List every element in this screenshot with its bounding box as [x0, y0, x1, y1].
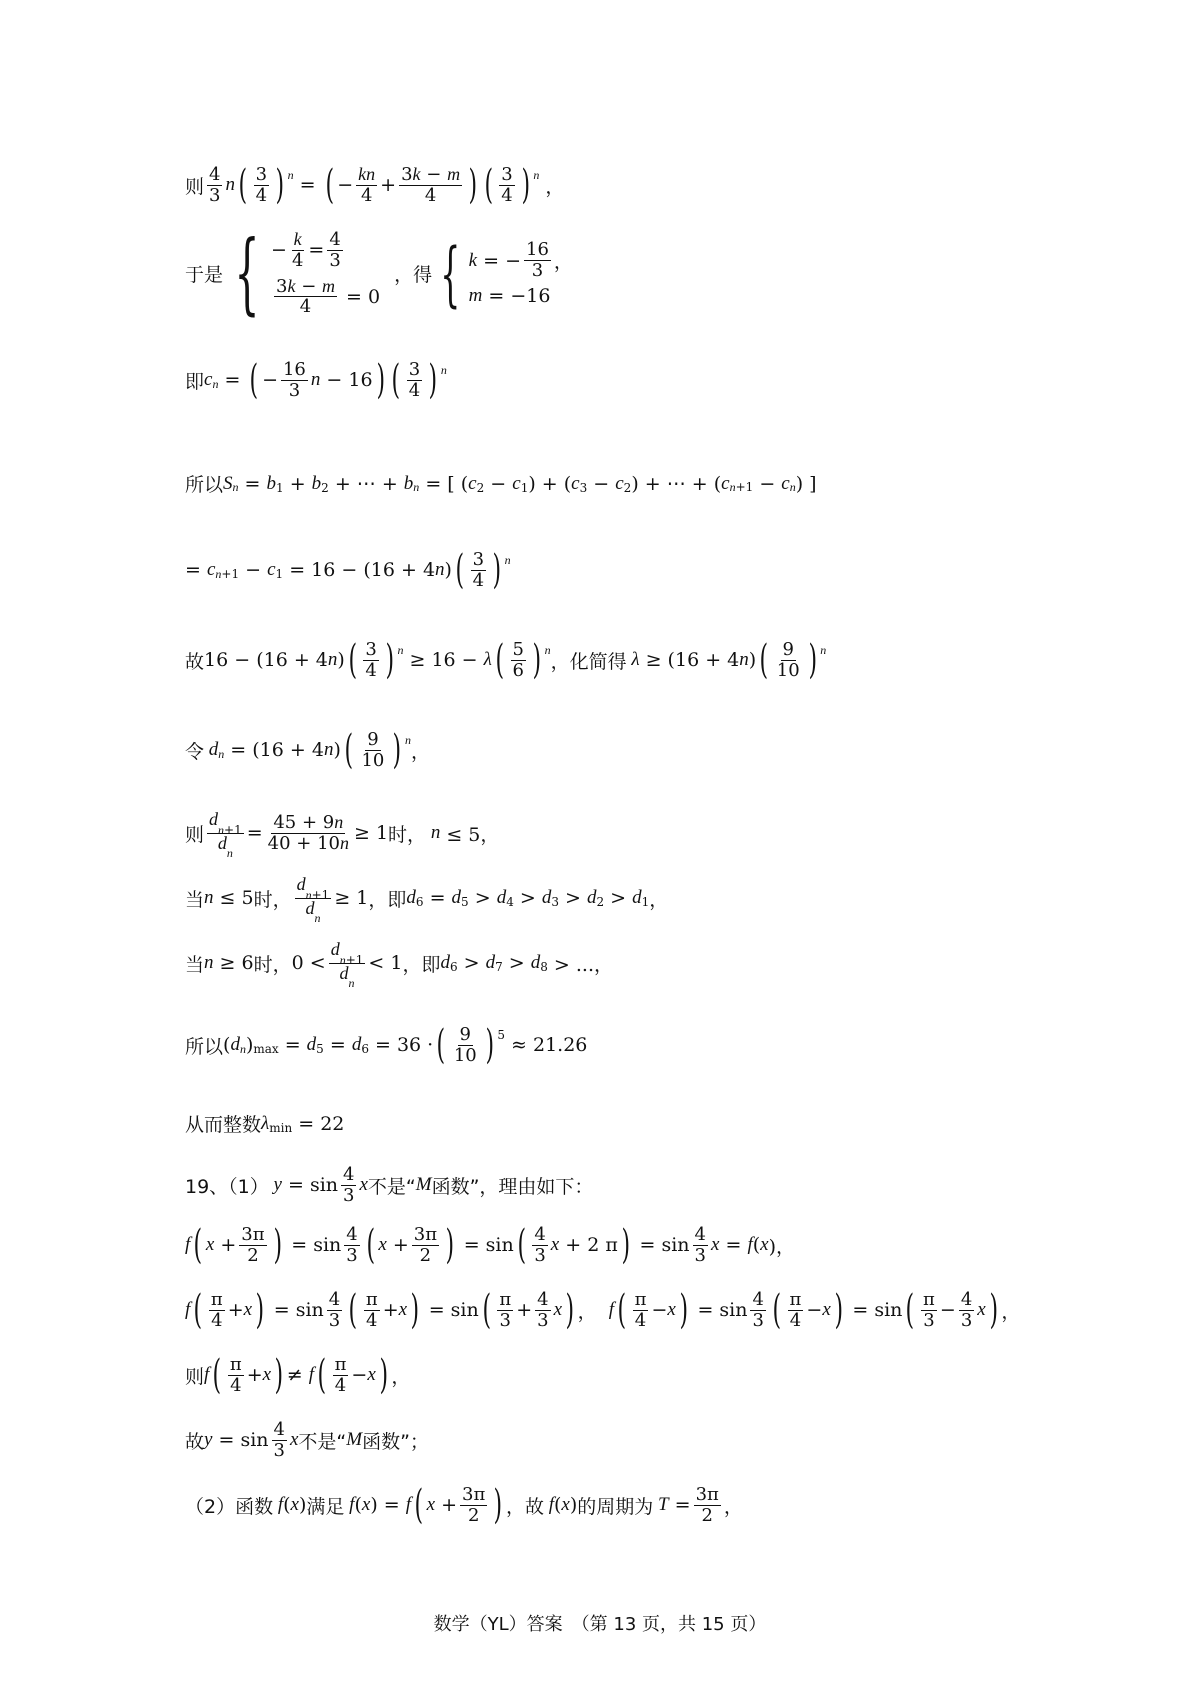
page-footer: 数学（YL）答案 （第 13 页，共 15 页）	[433, 1614, 767, 1635]
text-ze: 则	[185, 175, 205, 198]
formula-line-15: f ( $\frac{\pi}{4}$ + x ) = sin $\frac{4}{3}$ ( $\frac{\pi}{4}$ + x ) = sin ( $\frac{\pi}{3}$ + $\frac{4}{3}$ x ) ， f ( $\frac{\pi}{4}$ − x ) = sin $\frac{4}{3}$ ( $\frac{\pi}{4}$ − x ) = sin ( $\frac{\pi}{3}$ − $\frac{4}{3}$ x ) ，	[185, 1287, 1021, 1334]
formula-line-3: 即 c n = ( − $\frac{16}{3}$ n − 16 ) ( $\frac{3}{4}$ ) n	[185, 357, 447, 404]
formula-line-18: （2）函数 f ( x ) 满足 f ( x ) = f ( x + $\frac{3\pi}{2}$ ) ，故 f ( x ) 的周期为 T = $\frac{3\pi}{2}$ ，	[185, 1482, 743, 1529]
formula-line-6: 故 16 − (16 + 4 n ) ( $\frac{3}{4}$ ) n ≥ 16 − λ ( $\frac{5}{6}$ ) n ，化简得 λ ≥ (16 + 4 n ) ( $\frac{9}{10}$ ) n	[185, 637, 827, 684]
formula-line-13: 19、（1） y = sin $\frac{4}{3}$ x 不是“ M 函数”，理由如下：	[185, 1164, 594, 1206]
formula-line-16: 则 f ( $\frac{\pi}{4}$ + x ) ≠ f ( $\frac{\pi}{4}$ − x ) ，	[185, 1352, 411, 1399]
formula-line-14: f ( x + $\frac{3\pi}{2}$ ) = sin $\frac{4}{3}$ ( x + $\frac{3\pi}{2}$ ) = sin ( $\frac{4}{3}$ x + 2 π ) = sin $\frac{4}{3}$ x = f ( x )，	[185, 1222, 795, 1269]
formula-line-1: 则 $\frac{4}{3}$ n ( $\frac{3}{4}$ ) n = ( − $\frac{kn}{4}$ + $\frac{3k - m}{4}$ ) ( $\frac{3}{4}$ ) n ，	[185, 162, 565, 209]
formula-line-12: 从而整数 λ min = 22	[185, 1112, 345, 1136]
formula-line-5: = c n+1 − c 1 = 16 − (16 + 4 n ) ( $\frac{3}{4}$ ) n	[185, 547, 511, 594]
formula-line-11: 所以 ( d n ) max = d 5 = d 6 = 36 · ( $\frac{9}{10}$ ) 5 ≈ 21.26	[185, 1022, 588, 1069]
formula-line-9: 当 n ≤ 5 时， $\frac{d_{n+1}}{d_n}$ ≥ 1 ，即 d 6 = d 5 > d 4 > d 3 > d 2 > d 1 ，	[185, 874, 669, 926]
formula-line-7: 令 d n = (16 + 4 n ) ( $\frac{9}{10}$ ) n ，	[185, 727, 431, 774]
formula-line-17: 故 y = sin $\frac{4}{3}$ x 不是“ M 函数”；	[185, 1419, 429, 1461]
formula-line-4: 所以 S n = b 1 + b 2 + ⋯ + b n = [ ( c 2 − c 1 ) + ( c 3 − c 2 ) + ⋯ + ( c n+1 − c n ) ]	[185, 472, 817, 496]
formula-line-2: 于是 { − $\frac{k}{4}$ = $\frac{4}{3}$ $\frac{3k - m}{4}$ = 0 ，得 { k = − $\frac{16}{3}$ ， m = −16	[185, 221, 573, 325]
formula-line-8: 则 $\frac{d_{n+1}}{d_n}$ = $\frac{45 + 9n}{40 + 10n}$ ≥ 1 时， n ≤ 5，	[185, 809, 500, 861]
formula-line-10: 当 n ≥ 6 时， 0 < $\frac{d_{n+1}}{d_n}$ < 1 ，即 d 6 > d 7 > d 8 > ...，	[185, 939, 614, 991]
